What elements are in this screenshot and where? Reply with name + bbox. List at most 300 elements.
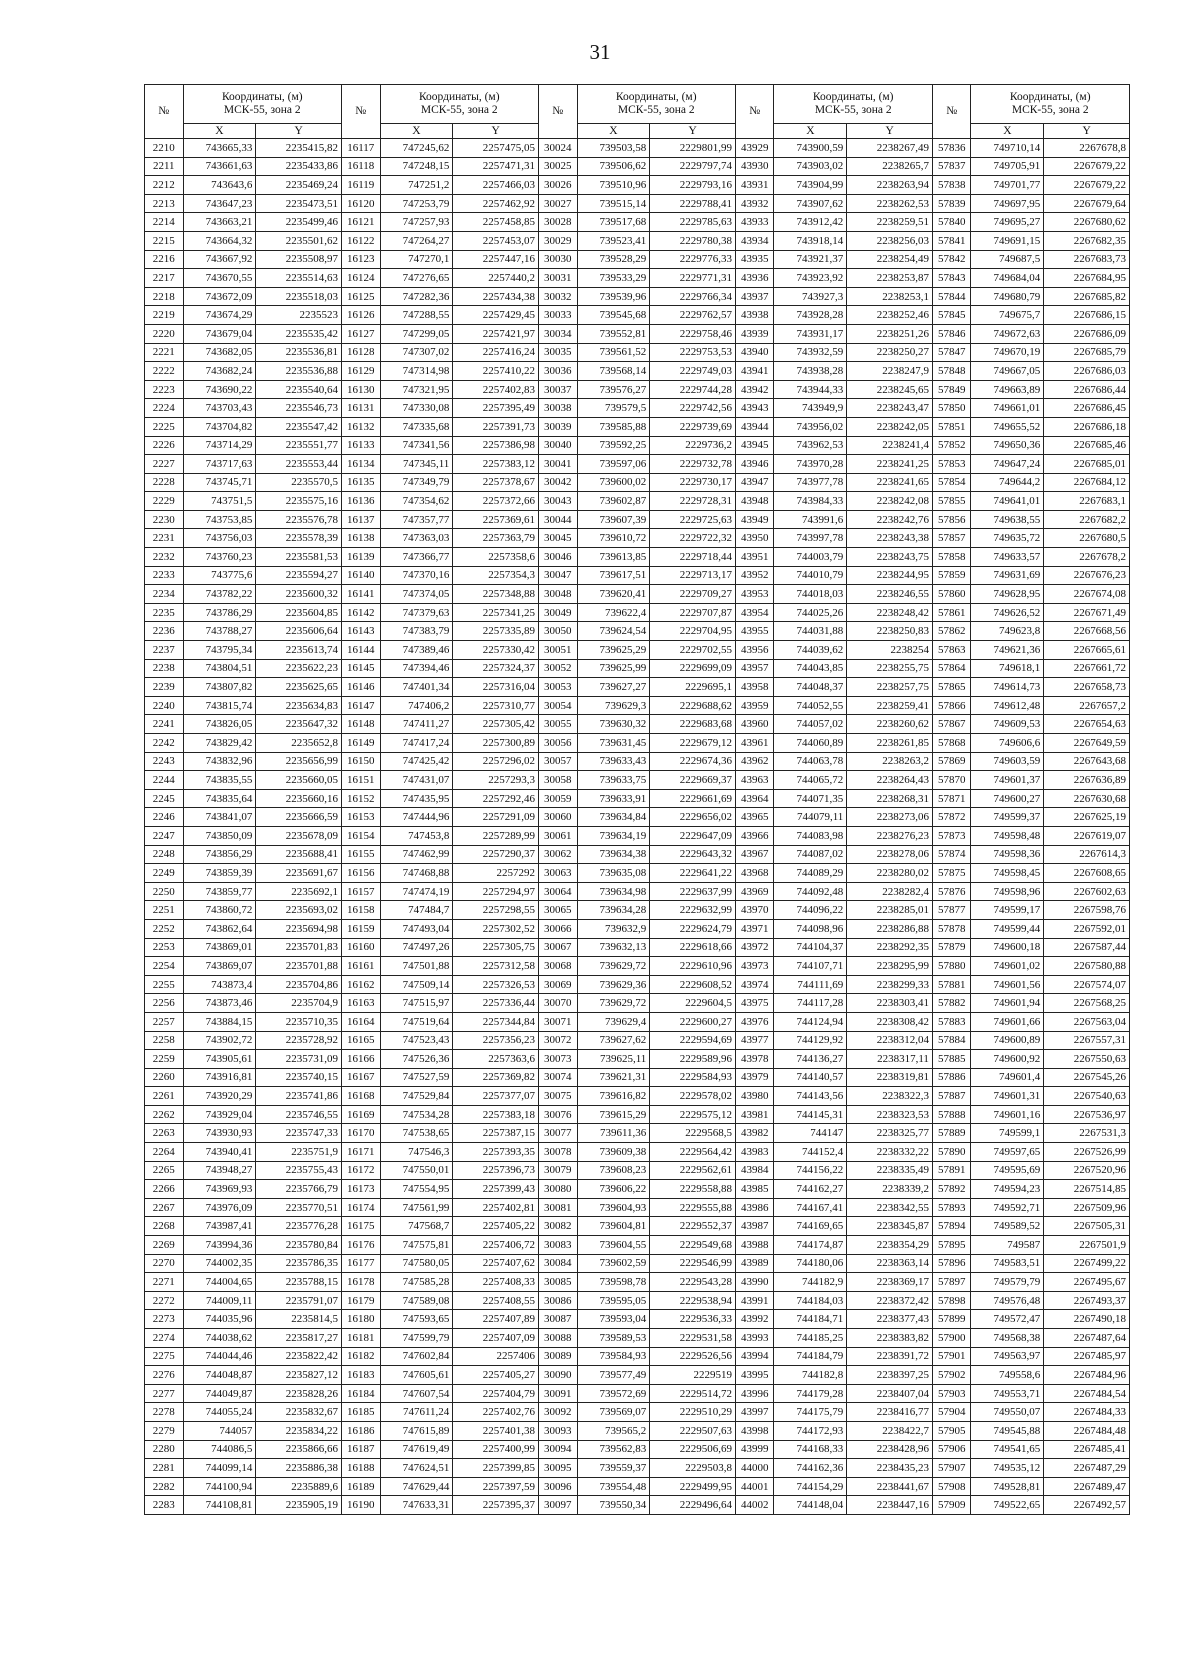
- point-number: 43986: [735, 1198, 774, 1217]
- x-coordinate: 739506,62: [577, 157, 650, 176]
- y-coordinate: 2229641,22: [650, 864, 736, 883]
- x-coordinate: 743916,81: [183, 1068, 256, 1087]
- x-coordinate: 743949,9: [774, 399, 847, 418]
- x-coordinate: 739595,05: [577, 1291, 650, 1310]
- y-coordinate: 2229549,68: [650, 1236, 736, 1255]
- y-coordinate: 2257407,62: [453, 1254, 539, 1273]
- x-coordinate: 749601,66: [971, 1012, 1044, 1031]
- x-coordinate: 743912,42: [774, 213, 847, 232]
- point-number: 57847: [932, 343, 971, 362]
- x-coordinate: 749594,23: [971, 1180, 1044, 1199]
- y-coordinate: 2257363,6: [453, 1050, 539, 1069]
- x-coordinate: 749601,37: [971, 771, 1044, 790]
- x-coordinate: 747253,79: [380, 194, 453, 213]
- y-coordinate: 2238292,35: [847, 938, 933, 957]
- point-number: 57854: [932, 473, 971, 492]
- table-row: [145, 641, 1130, 660]
- point-number: 43958: [735, 678, 774, 697]
- x-coordinate: 749655,52: [971, 417, 1044, 436]
- point-number: 30068: [538, 957, 577, 976]
- x-coordinate: 744184,79: [774, 1347, 847, 1366]
- x-coordinate: 747575,81: [380, 1236, 453, 1255]
- x-coordinate: 749621,36: [971, 641, 1044, 660]
- point-number: 43945: [735, 436, 774, 455]
- x-coordinate: 747257,93: [380, 213, 453, 232]
- y-coordinate: 2267499,22: [1044, 1254, 1130, 1273]
- y-coordinate: 2267568,25: [1044, 994, 1130, 1013]
- x-coordinate: 739625,29: [577, 641, 650, 660]
- point-number: 2251: [145, 901, 184, 920]
- x-coordinate: 749603,59: [971, 752, 1044, 771]
- x-coordinate: 749576,48: [971, 1291, 1044, 1310]
- x-coordinate: 739634,98: [577, 882, 650, 901]
- point-number: 57869: [932, 752, 971, 771]
- y-coordinate: 2257369,61: [453, 510, 539, 529]
- num-header: №: [932, 85, 971, 139]
- point-number: 57856: [932, 510, 971, 529]
- x-coordinate: 743931,17: [774, 324, 847, 343]
- point-number: 2222: [145, 362, 184, 381]
- point-number: 30033: [538, 306, 577, 325]
- point-number: 43976: [735, 1012, 774, 1031]
- x-coordinate: 743751,5: [183, 492, 256, 511]
- x-coordinate: 744052,55: [774, 696, 847, 715]
- point-number: 57867: [932, 715, 971, 734]
- x-coordinate: 749670,19: [971, 343, 1044, 362]
- table-row: [145, 1440, 1130, 1459]
- y-coordinate: 2229788,41: [650, 194, 736, 213]
- y-coordinate: 2235889,6: [256, 1477, 342, 1496]
- y-coordinate: 2267636,89: [1044, 771, 1130, 790]
- y-coordinate: 2235817,27: [256, 1329, 342, 1348]
- x-coordinate: 743873,4: [183, 975, 256, 994]
- point-number: 57855: [932, 492, 971, 511]
- y-coordinate: 2229674,36: [650, 752, 736, 771]
- x-coordinate: 739634,28: [577, 901, 650, 920]
- x-coordinate: 744086,5: [183, 1440, 256, 1459]
- table-row: [145, 1459, 1130, 1478]
- point-number: 30032: [538, 287, 577, 306]
- x-coordinate: 739629,4: [577, 1012, 650, 1031]
- y-coordinate: 2238383,82: [847, 1329, 933, 1348]
- x-coordinate: 739633,43: [577, 752, 650, 771]
- point-number: 43943: [735, 399, 774, 418]
- x-coordinate: 749601,31: [971, 1087, 1044, 1106]
- y-coordinate: 2267614,3: [1044, 845, 1130, 864]
- y-coordinate: 2235827,12: [256, 1366, 342, 1385]
- y-coordinate: 2229656,02: [650, 808, 736, 827]
- point-number: 16120: [341, 194, 380, 213]
- x-coordinate: 743905,61: [183, 1050, 256, 1069]
- point-number: 30035: [538, 343, 577, 362]
- point-number: 16172: [341, 1161, 380, 1180]
- y-coordinate: 2238303,41: [847, 994, 933, 1013]
- y-coordinate: 2235693,02: [256, 901, 342, 920]
- y-coordinate: 2267668,56: [1044, 622, 1130, 641]
- point-number: 16162: [341, 975, 380, 994]
- x-coordinate: 747615,89: [380, 1421, 453, 1440]
- table-row: [145, 994, 1130, 1013]
- y-coordinate: 2257363,79: [453, 529, 539, 548]
- y-coordinate: 2267679,64: [1044, 194, 1130, 213]
- y-coordinate: 2229618,66: [650, 938, 736, 957]
- y-coordinate: 2257305,42: [453, 715, 539, 734]
- point-number: 30087: [538, 1310, 577, 1329]
- point-number: 2227: [145, 455, 184, 474]
- point-number: 30036: [538, 362, 577, 381]
- point-number: 16121: [341, 213, 380, 232]
- point-number: 30065: [538, 901, 577, 920]
- y-coordinate: 2267676,23: [1044, 566, 1130, 585]
- y-coordinate: 2235740,15: [256, 1068, 342, 1087]
- point-number: 16131: [341, 399, 380, 418]
- x-coordinate: 743948,27: [183, 1161, 256, 1180]
- point-number: 2268: [145, 1217, 184, 1236]
- x-coordinate: 744039,62: [774, 641, 847, 660]
- point-number: 57879: [932, 938, 971, 957]
- x-coordinate: 747633,31: [380, 1496, 453, 1515]
- y-coordinate: 2235710,35: [256, 1012, 342, 1031]
- x-coordinate: 744185,25: [774, 1329, 847, 1348]
- x-coordinate: 749601,4: [971, 1068, 1044, 1087]
- y-coordinate: 2257404,79: [453, 1384, 539, 1403]
- point-number: 16134: [341, 455, 380, 474]
- x-coordinate: 744071,35: [774, 789, 847, 808]
- y-coordinate: 2229600,27: [650, 1012, 736, 1031]
- x-coordinate: 743904,99: [774, 176, 847, 195]
- point-number: 43984: [735, 1161, 774, 1180]
- x-coordinate: 743984,33: [774, 492, 847, 511]
- y-coordinate: 2229797,74: [650, 157, 736, 176]
- point-number: 43937: [735, 287, 774, 306]
- point-number: 43996: [735, 1384, 774, 1403]
- point-number: 16179: [341, 1291, 380, 1310]
- y-coordinate: 2229546,99: [650, 1254, 736, 1273]
- x-coordinate: 743856,29: [183, 845, 256, 864]
- point-number: 57888: [932, 1105, 971, 1124]
- point-number: 43979: [735, 1068, 774, 1087]
- point-number: 30050: [538, 622, 577, 641]
- point-number: 16138: [341, 529, 380, 548]
- y-coordinate: 2238244,95: [847, 566, 933, 585]
- point-number: 30081: [538, 1198, 577, 1217]
- y-coordinate: 2229749,03: [650, 362, 736, 381]
- y-coordinate: 2235581,53: [256, 548, 342, 567]
- table-row: [145, 1236, 1130, 1255]
- y-coordinate: 2238447,16: [847, 1496, 933, 1515]
- y-coordinate: 2235688,41: [256, 845, 342, 864]
- y-coordinate: 2238250,27: [847, 343, 933, 362]
- point-number: 30046: [538, 548, 577, 567]
- point-number: 30082: [538, 1217, 577, 1236]
- point-number: 30048: [538, 585, 577, 604]
- y-coordinate: 2238317,11: [847, 1050, 933, 1069]
- point-number: 57894: [932, 1217, 971, 1236]
- x-coordinate: 747379,63: [380, 603, 453, 622]
- x-coordinate: 739572,69: [577, 1384, 650, 1403]
- y-coordinate: 2257344,84: [453, 1012, 539, 1031]
- y-coordinate: 2267545,26: [1044, 1068, 1130, 1087]
- y-coordinate: 2257395,37: [453, 1496, 539, 1515]
- y-coordinate: 2238252,46: [847, 306, 933, 325]
- point-number: 43977: [735, 1031, 774, 1050]
- table-row: [145, 566, 1130, 585]
- table-row: [145, 1198, 1130, 1217]
- point-number: 16149: [341, 734, 380, 753]
- y-coordinate: 2235622,23: [256, 659, 342, 678]
- point-number: 30060: [538, 808, 577, 827]
- point-number: 16180: [341, 1310, 380, 1329]
- y-coordinate: 2257410,22: [453, 362, 539, 381]
- y-coordinate: 2229780,38: [650, 231, 736, 250]
- y-coordinate: 2235523: [256, 306, 342, 325]
- point-number: 2259: [145, 1050, 184, 1069]
- point-number: 57845: [932, 306, 971, 325]
- point-number: 43959: [735, 696, 774, 715]
- point-number: 16123: [341, 250, 380, 269]
- table-row: [145, 213, 1130, 232]
- y-coordinate: 2267563,04: [1044, 1012, 1130, 1031]
- table-row: [145, 1012, 1130, 1031]
- table-row: [145, 1421, 1130, 1440]
- x-coordinate: 743760,23: [183, 548, 256, 567]
- point-number: 16165: [341, 1031, 380, 1050]
- point-number: 2231: [145, 529, 184, 548]
- y-coordinate: 2267625,19: [1044, 808, 1130, 827]
- point-number: 30072: [538, 1031, 577, 1050]
- point-number: 57906: [932, 1440, 971, 1459]
- point-number: 43957: [735, 659, 774, 678]
- point-number: 43971: [735, 919, 774, 938]
- point-number: 43930: [735, 157, 774, 176]
- x-header: X: [774, 124, 847, 139]
- x-coordinate: 743667,92: [183, 250, 256, 269]
- point-number: 16161: [341, 957, 380, 976]
- y-coordinate: 2235776,28: [256, 1217, 342, 1236]
- y-coordinate: 2229643,32: [650, 845, 736, 864]
- point-number: 16135: [341, 473, 380, 492]
- y-coordinate: 2267680,62: [1044, 213, 1130, 232]
- point-number: 57838: [932, 176, 971, 195]
- y-coordinate: 2238282,4: [847, 882, 933, 901]
- x-coordinate: 744025,26: [774, 603, 847, 622]
- y-coordinate: 2235625,65: [256, 678, 342, 697]
- point-number: 30024: [538, 139, 577, 158]
- y-coordinate: 2257434,38: [453, 287, 539, 306]
- x-coordinate: 744175,79: [774, 1403, 847, 1422]
- y-coordinate: 2229707,87: [650, 603, 736, 622]
- table-row: [145, 1180, 1130, 1199]
- y-coordinate: 2257458,85: [453, 213, 539, 232]
- point-number: 16154: [341, 826, 380, 845]
- point-number: 2225: [145, 417, 184, 436]
- point-number: 2216: [145, 250, 184, 269]
- x-coordinate: 743682,05: [183, 343, 256, 362]
- y-coordinate: 2235766,79: [256, 1180, 342, 1199]
- point-number: 43931: [735, 176, 774, 195]
- x-coordinate: 747538,65: [380, 1124, 453, 1143]
- point-number: 30090: [538, 1366, 577, 1385]
- x-coordinate: 743920,29: [183, 1087, 256, 1106]
- table-row: [145, 771, 1130, 790]
- y-coordinate: 2267514,85: [1044, 1180, 1130, 1199]
- x-coordinate: 739632,9: [577, 919, 650, 938]
- x-coordinate: 747425,42: [380, 752, 453, 771]
- y-coordinate: 2235701,88: [256, 957, 342, 976]
- point-number: 2237: [145, 641, 184, 660]
- point-number: 30078: [538, 1143, 577, 1162]
- x-coordinate: 749691,15: [971, 231, 1044, 250]
- y-coordinate: 2235518,03: [256, 287, 342, 306]
- point-number: 16130: [341, 380, 380, 399]
- x-coordinate: 743672,09: [183, 287, 256, 306]
- x-coordinate: 743884,15: [183, 1012, 256, 1031]
- x-coordinate: 747349,79: [380, 473, 453, 492]
- y-coordinate: 2229725,63: [650, 510, 736, 529]
- x-coordinate: 747509,14: [380, 975, 453, 994]
- point-number: 2244: [145, 771, 184, 790]
- coord-group-header: Координаты, (м) МСК-55, зона 2: [971, 85, 1130, 124]
- x-coordinate: 749589,52: [971, 1217, 1044, 1236]
- y-coordinate: 2267658,73: [1044, 678, 1130, 697]
- y-coordinate: 2238241,25: [847, 455, 933, 474]
- y-coordinate: 2235600,32: [256, 585, 342, 604]
- x-coordinate: 744179,28: [774, 1384, 847, 1403]
- x-coordinate: 739631,45: [577, 734, 650, 753]
- y-coordinate: 2235570,5: [256, 473, 342, 492]
- table-row: [145, 343, 1130, 362]
- x-coordinate: 747389,46: [380, 641, 453, 660]
- table-row: [145, 975, 1130, 994]
- x-coordinate: 739608,23: [577, 1161, 650, 1180]
- y-coordinate: 2229753,53: [650, 343, 736, 362]
- x-coordinate: 747245,62: [380, 139, 453, 158]
- y-coordinate: 2229499,95: [650, 1477, 736, 1496]
- y-coordinate: 2229624,79: [650, 919, 736, 938]
- x-coordinate: 747593,65: [380, 1310, 453, 1329]
- y-coordinate: 2267685,01: [1044, 455, 1130, 474]
- y-coordinate: 2257405,27: [453, 1366, 539, 1385]
- x-coordinate: 747561,99: [380, 1198, 453, 1217]
- y-coordinate: 2267580,88: [1044, 957, 1130, 976]
- point-number: 57841: [932, 231, 971, 250]
- y-coordinate: 2235604,85: [256, 603, 342, 622]
- point-number: 43978: [735, 1050, 774, 1069]
- y-coordinate: 2267661,72: [1044, 659, 1130, 678]
- point-number: 2269: [145, 1236, 184, 1255]
- x-coordinate: 744044,46: [183, 1347, 256, 1366]
- x-coordinate: 739597,06: [577, 455, 650, 474]
- x-coordinate: 743670,55: [183, 269, 256, 288]
- x-coordinate: 743775,6: [183, 566, 256, 585]
- x-coordinate: 743665,33: [183, 139, 256, 158]
- y-coordinate: 2229695,1: [650, 678, 736, 697]
- x-coordinate: 743786,29: [183, 603, 256, 622]
- x-coordinate: 747607,54: [380, 1384, 453, 1403]
- x-coordinate: 749647,24: [971, 455, 1044, 474]
- point-number: 30097: [538, 1496, 577, 1515]
- x-coordinate: 744140,57: [774, 1068, 847, 1087]
- point-number: 30096: [538, 1477, 577, 1496]
- y-coordinate: 2235746,55: [256, 1105, 342, 1124]
- y-coordinate: 2229704,95: [650, 622, 736, 641]
- y-coordinate: 2257405,22: [453, 1217, 539, 1236]
- x-coordinate: 744083,98: [774, 826, 847, 845]
- point-number: 16153: [341, 808, 380, 827]
- x-coordinate: 749601,94: [971, 994, 1044, 1013]
- y-coordinate: 2229699,09: [650, 659, 736, 678]
- y-coordinate: 2235828,26: [256, 1384, 342, 1403]
- x-coordinate: 743674,29: [183, 306, 256, 325]
- point-number: 30049: [538, 603, 577, 622]
- table-row: [145, 176, 1130, 195]
- y-header: Y: [1044, 124, 1130, 139]
- point-number: 57866: [932, 696, 971, 715]
- y-coordinate: 2267682,2: [1044, 510, 1130, 529]
- point-number: 43961: [735, 734, 774, 753]
- x-coordinate: 739562,83: [577, 1440, 650, 1459]
- y-coordinate: 2235535,42: [256, 324, 342, 343]
- x-coordinate: 744156,22: [774, 1161, 847, 1180]
- point-number: 43968: [735, 864, 774, 883]
- x-coordinate: 749661,01: [971, 399, 1044, 418]
- y-coordinate: 2235905,19: [256, 1496, 342, 1515]
- x-coordinate: 739503,58: [577, 139, 650, 158]
- point-number: 2257: [145, 1012, 184, 1031]
- point-number: 43973: [735, 957, 774, 976]
- point-number: 16175: [341, 1217, 380, 1236]
- x-coordinate: 739561,52: [577, 343, 650, 362]
- x-coordinate: 739602,59: [577, 1254, 650, 1273]
- y-coordinate: 2267686,03: [1044, 362, 1130, 381]
- point-number: 16170: [341, 1124, 380, 1143]
- point-number: 30052: [538, 659, 577, 678]
- point-number: 57901: [932, 1347, 971, 1366]
- table-row: [145, 1291, 1130, 1310]
- y-coordinate: 2238397,25: [847, 1366, 933, 1385]
- y-coordinate: 2267682,35: [1044, 231, 1130, 250]
- y-coordinate: 2257310,77: [453, 696, 539, 715]
- x-coordinate: 743714,29: [183, 436, 256, 455]
- x-coordinate: 747248,15: [380, 157, 453, 176]
- point-number: 2228: [145, 473, 184, 492]
- point-number: 16137: [341, 510, 380, 529]
- point-number: 2262: [145, 1105, 184, 1124]
- x-coordinate: 747270,1: [380, 250, 453, 269]
- y-coordinate: 2267671,49: [1044, 603, 1130, 622]
- table-row: [145, 324, 1130, 343]
- y-coordinate: 2267540,63: [1044, 1087, 1130, 1106]
- x-coordinate: 747599,79: [380, 1329, 453, 1348]
- point-number: 16177: [341, 1254, 380, 1273]
- point-number: 30069: [538, 975, 577, 994]
- x-coordinate: 744152,4: [774, 1143, 847, 1162]
- x-coordinate: 747394,46: [380, 659, 453, 678]
- x-coordinate: 747462,99: [380, 845, 453, 864]
- y-coordinate: 2257324,37: [453, 659, 539, 678]
- point-number: 16141: [341, 585, 380, 604]
- point-number: 43995: [735, 1366, 774, 1385]
- x-coordinate: 739629,36: [577, 975, 650, 994]
- y-coordinate: 2235770,51: [256, 1198, 342, 1217]
- y-coordinate: 2267685,46: [1044, 436, 1130, 455]
- x-coordinate: 743661,63: [183, 157, 256, 176]
- coordinates-table: [144, 84, 1130, 1515]
- x-coordinate: 744031,88: [774, 622, 847, 641]
- y-coordinate: 2229608,52: [650, 975, 736, 994]
- y-coordinate: 2257298,55: [453, 901, 539, 920]
- y-coordinate: 2238345,87: [847, 1217, 933, 1236]
